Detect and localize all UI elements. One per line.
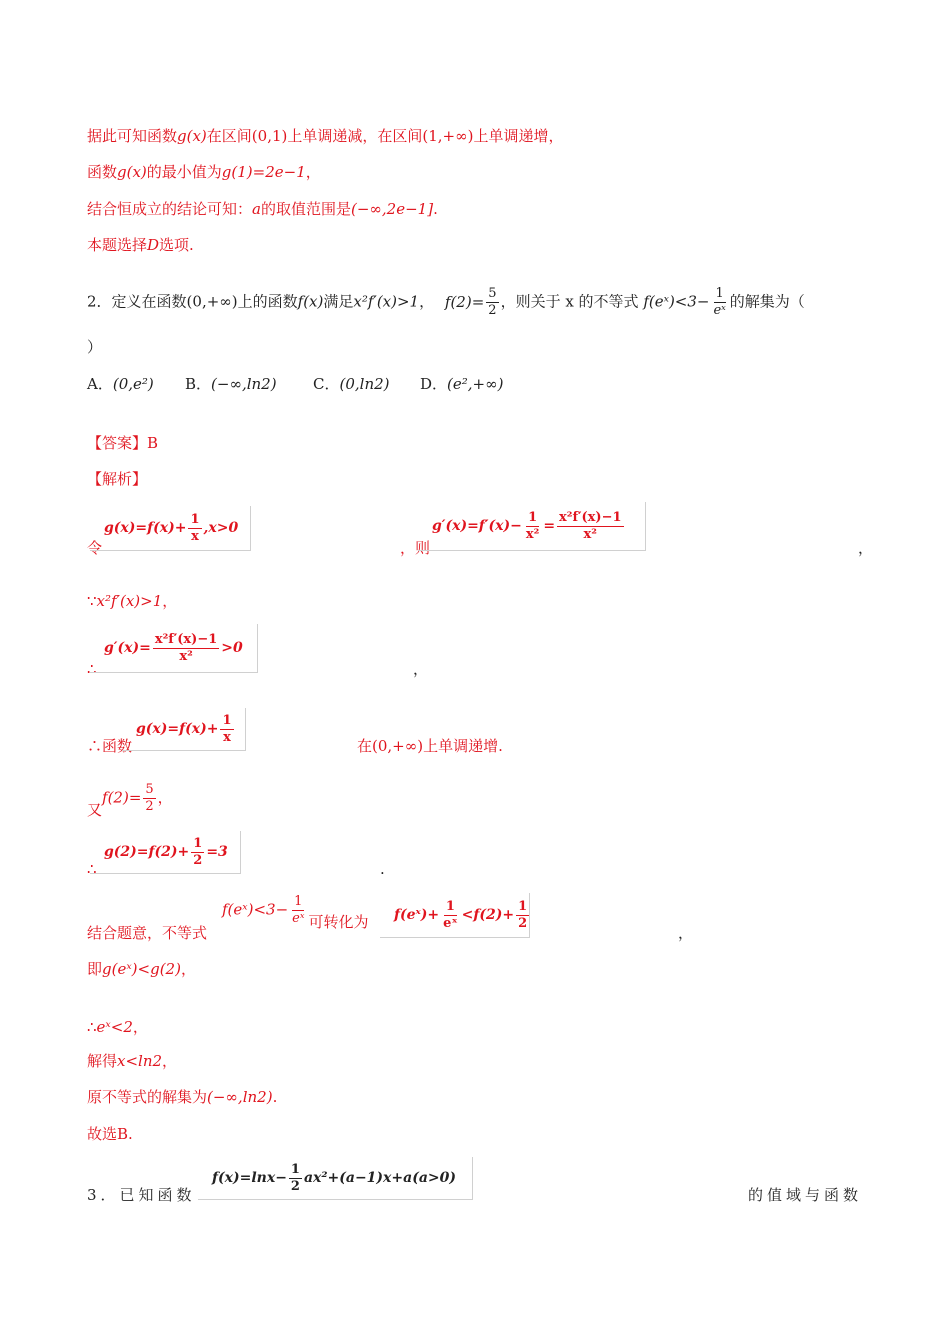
option-a[interactable]: A．(0,e²) xyxy=(87,375,154,393)
formula-derivative-positive: g′(x)= $\frac{\text{x²f′(x)−1}}{\text{x²}}$ >0 xyxy=(90,624,258,673)
formula-transformed-inequality: f(eˣ)+ $\frac{1}{\text{eˣ}}$ <f(2)+ $\frac{1}{2}$ xyxy=(380,893,530,938)
option-d[interactable]: D．(e²,+∞) xyxy=(420,375,504,393)
prev-line-4: 本题选择D选项. xyxy=(87,236,194,254)
dot-5: . xyxy=(380,860,385,878)
also-line: 又f(2)= $\frac{5}{2}$ ， xyxy=(87,782,173,819)
because-line: ∵x²f′(x)>1， xyxy=(87,592,178,610)
trailing-comma-1: ， xyxy=(858,539,874,557)
let-label: 令 xyxy=(87,539,103,557)
increasing-statement: 在(0,+∞)上单调递增. xyxy=(357,737,503,755)
namely-line: 即g(eˣ)<g(2)， xyxy=(87,960,196,978)
formula-g-derivative: g′(x)=f′(x)− $\frac{1}{\text{x²}}$ = $\frac{\text{x²f′(x)−1}}{\text{x²}}$ xyxy=(418,502,646,551)
fraction-5-2: $\frac{5}{2}$ xyxy=(488,286,497,318)
option-c[interactable]: C．(0,ln2) xyxy=(313,375,390,393)
therefore-3: ∴ xyxy=(87,860,97,878)
option-b[interactable]: B．(−∞,ln2) xyxy=(185,375,277,393)
question-3-prefix: 3．已知函数 xyxy=(87,1186,196,1204)
comma-6: ， xyxy=(678,924,694,942)
formula-g2-value: g(2)=f(2)+ $\frac{1}{2}$ =3 xyxy=(90,831,241,874)
prev-line-1: 据此可知函数g(x)在区间(0,1)上单调递减，在区间(1,+∞)上单调递增， xyxy=(87,127,564,145)
comma-3: ， xyxy=(413,660,429,678)
question-3-suffix: 的值域与函数 xyxy=(748,1186,863,1204)
original-solution-set: 原不等式的解集为(−∞,ln2). xyxy=(87,1088,278,1106)
prev-line-3: 结合恒成立的结论可知：a的取值范围是(−∞,2e−1]. xyxy=(87,200,438,218)
therefore-2: ∴函数 xyxy=(87,737,133,755)
formula-g-definition: g(x)=f(x)+ $\frac{1}{x}$ ,x>0 xyxy=(90,506,251,551)
question-2-stem: 2．定义在函数(0,+∞)上的函数f(x)满足x²f′(x)>1， f(2)= $\frac{5}{2}$ ，则关于 x 的不等式 f(eˣ)<3− $\frac{1}{\text{eˣ}}$ 的解集为（ xyxy=(87,286,805,318)
therefore-4: ∴eˣ<2， xyxy=(87,1018,148,1036)
answer-heading: 【答案】B xyxy=(87,434,159,452)
combine-inequality: f(eˣ)<3− $\frac{1}{\text{eˣ}}$ 可转化为 xyxy=(222,894,369,931)
formula-question-3: f(x)=lnx− $\frac{1}{2}$ ax²+(a−1)x+a(a>0) xyxy=(198,1157,473,1200)
solve-line: 解得x<ln2， xyxy=(87,1052,178,1070)
choose-b: 故选B. xyxy=(87,1125,133,1143)
formula-g-function: g(x)=f(x)+ $\frac{1}{x}$ xyxy=(122,708,246,751)
then-label: ，则 xyxy=(400,539,431,557)
fraction-1-ex: $\frac{1}{\text{eˣ}}$ xyxy=(713,286,726,318)
prev-line-2: 函数g(x)的最小值为g(1)=2e−1， xyxy=(87,163,321,181)
question-2-close: ） xyxy=(87,338,103,356)
analysis-heading: 【解析】 xyxy=(87,470,148,488)
therefore-1: ∴ xyxy=(87,660,97,678)
combine-label: 结合题意，不等式 xyxy=(87,924,208,942)
